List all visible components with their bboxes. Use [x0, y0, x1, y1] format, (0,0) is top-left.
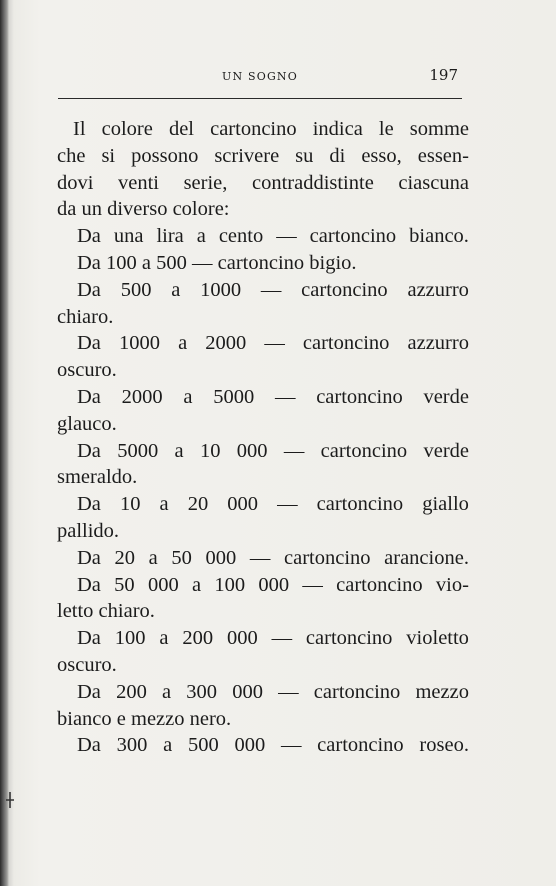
text-line	[57, 572, 469, 599]
word: 1000	[200, 278, 242, 301]
word: 2000	[121, 385, 163, 408]
word: lira	[156, 225, 184, 248]
text-line	[57, 116, 469, 143]
word: —	[277, 493, 298, 516]
word: 000	[147, 573, 179, 596]
word: 20	[187, 493, 209, 516]
word: 100	[214, 573, 246, 596]
word: colore	[101, 118, 153, 140]
word: cartoncino	[336, 573, 423, 596]
text-line	[57, 277, 469, 304]
word: Da	[77, 573, 101, 596]
word: Da	[77, 278, 101, 301]
word: —	[302, 573, 323, 596]
word: 300	[186, 680, 218, 703]
word: venti	[118, 171, 160, 194]
word: —	[283, 439, 305, 462]
word: 10	[199, 439, 221, 462]
word: Il	[73, 118, 86, 140]
word: Da	[77, 734, 101, 757]
word: dovi	[57, 171, 94, 194]
word: cartoncino	[301, 278, 388, 301]
text-line	[57, 491, 469, 518]
word: —	[260, 278, 282, 301]
word: azzurro	[407, 332, 469, 355]
word: possono	[131, 144, 199, 167]
word: cartoncino	[316, 493, 404, 516]
text-line	[57, 732, 469, 759]
word: a	[191, 573, 202, 596]
word: 50	[114, 573, 135, 596]
word: 2000	[205, 332, 247, 355]
word: a	[159, 493, 169, 516]
word: Da	[77, 493, 101, 516]
word: 000	[258, 573, 290, 596]
word: 000	[232, 680, 263, 703]
word: 500	[120, 278, 152, 301]
word: esso,	[361, 144, 402, 167]
word: Da	[77, 332, 101, 355]
word: a	[183, 385, 193, 408]
word: 300	[116, 734, 148, 757]
word: —	[276, 225, 297, 248]
word: —	[274, 385, 296, 408]
word: a	[171, 278, 181, 301]
word: cartoncino	[317, 734, 404, 757]
word: cartoncino	[284, 546, 371, 569]
word: ciascuna	[398, 171, 469, 194]
word: 000	[205, 546, 237, 569]
word: a	[163, 734, 173, 757]
text-line	[57, 545, 469, 572]
word: 5000	[213, 385, 255, 408]
word: Da	[77, 439, 101, 462]
word: 000	[234, 734, 266, 757]
word: a	[159, 627, 169, 650]
word: 200	[116, 680, 147, 703]
text-line	[57, 679, 469, 706]
word: violetto	[406, 627, 469, 650]
running-head: UN SOGNO	[222, 70, 298, 83]
word: cento	[218, 225, 264, 248]
word: 5000	[117, 439, 159, 462]
page-header	[58, 66, 462, 88]
text-line: oscuro.	[57, 359, 117, 382]
word: Da	[77, 385, 101, 408]
text-line: smeraldo.	[57, 466, 138, 489]
word: cartoncino	[316, 385, 403, 408]
word: Da	[77, 546, 101, 569]
word: 000	[236, 439, 268, 462]
text-line: glauco.	[57, 412, 117, 435]
word: cartoncino	[313, 680, 401, 703]
word: arancione.	[384, 546, 469, 569]
header-rule	[58, 98, 462, 99]
text-line	[57, 170, 469, 197]
word: cartoncino	[210, 118, 297, 140]
text-line: oscuro.	[57, 653, 117, 676]
word: —	[249, 546, 271, 569]
text-line	[57, 384, 469, 411]
text-line: letto chiaro.	[57, 600, 155, 623]
word: roseo.	[419, 734, 469, 757]
word: mezzo	[415, 680, 469, 703]
word: 100	[114, 627, 146, 650]
word: una	[113, 225, 144, 248]
word: 20	[114, 546, 136, 569]
word: —	[264, 332, 285, 355]
word: giallo	[422, 493, 469, 516]
text-line	[57, 625, 469, 652]
text-line	[57, 330, 469, 357]
word: di	[329, 144, 346, 167]
word: cartoncino	[320, 439, 408, 462]
word: contraddistinte	[251, 171, 374, 194]
text-line	[57, 438, 469, 465]
word: scrivere	[214, 144, 280, 167]
word: cartoncino	[305, 627, 393, 650]
word: su	[295, 144, 314, 167]
word: —	[278, 680, 299, 703]
word: vio-	[435, 573, 469, 596]
word: a	[196, 225, 206, 248]
word: 000	[226, 627, 258, 650]
word: Da	[77, 680, 101, 703]
word: cartoncino	[302, 332, 390, 355]
word: indica	[312, 118, 363, 140]
word: somme	[409, 118, 469, 140]
word: 10	[119, 493, 141, 516]
body-text	[57, 116, 469, 759]
word: verde	[423, 385, 469, 408]
word: Da	[77, 225, 101, 248]
word: che	[57, 144, 86, 167]
word: azzurro	[407, 278, 469, 301]
word: cartoncino	[309, 225, 397, 248]
text-line: da un diverso colore:	[57, 198, 230, 221]
word: a	[178, 332, 188, 355]
word: verde	[423, 439, 469, 462]
word: Da	[77, 627, 101, 650]
text-line	[57, 143, 469, 170]
word: serie,	[183, 171, 228, 194]
text-line: Da 100 a 500 — cartoncino bigio.	[77, 251, 357, 274]
text-line: chiaro.	[57, 305, 114, 328]
word: 50	[171, 546, 192, 569]
word: essen-	[417, 144, 469, 167]
word: —	[271, 627, 293, 650]
page-number: 197	[429, 66, 458, 84]
page-gutter-shadow	[0, 0, 9, 886]
word: bianco.	[409, 225, 469, 248]
text-line: bianco e mezzo nero.	[57, 707, 232, 730]
text-line: pallido.	[57, 519, 120, 542]
word: 500	[187, 734, 219, 757]
word: del	[168, 118, 194, 140]
word: a	[174, 439, 184, 462]
margin-mark-icon	[5, 792, 15, 808]
word: 200	[182, 627, 214, 650]
word: a	[162, 680, 172, 703]
word: si	[101, 144, 116, 167]
word: a	[148, 546, 158, 569]
word: —	[280, 734, 302, 757]
text-line	[57, 223, 469, 250]
word: 1000	[118, 332, 160, 355]
word: 000	[227, 493, 259, 516]
word: le	[378, 118, 394, 140]
